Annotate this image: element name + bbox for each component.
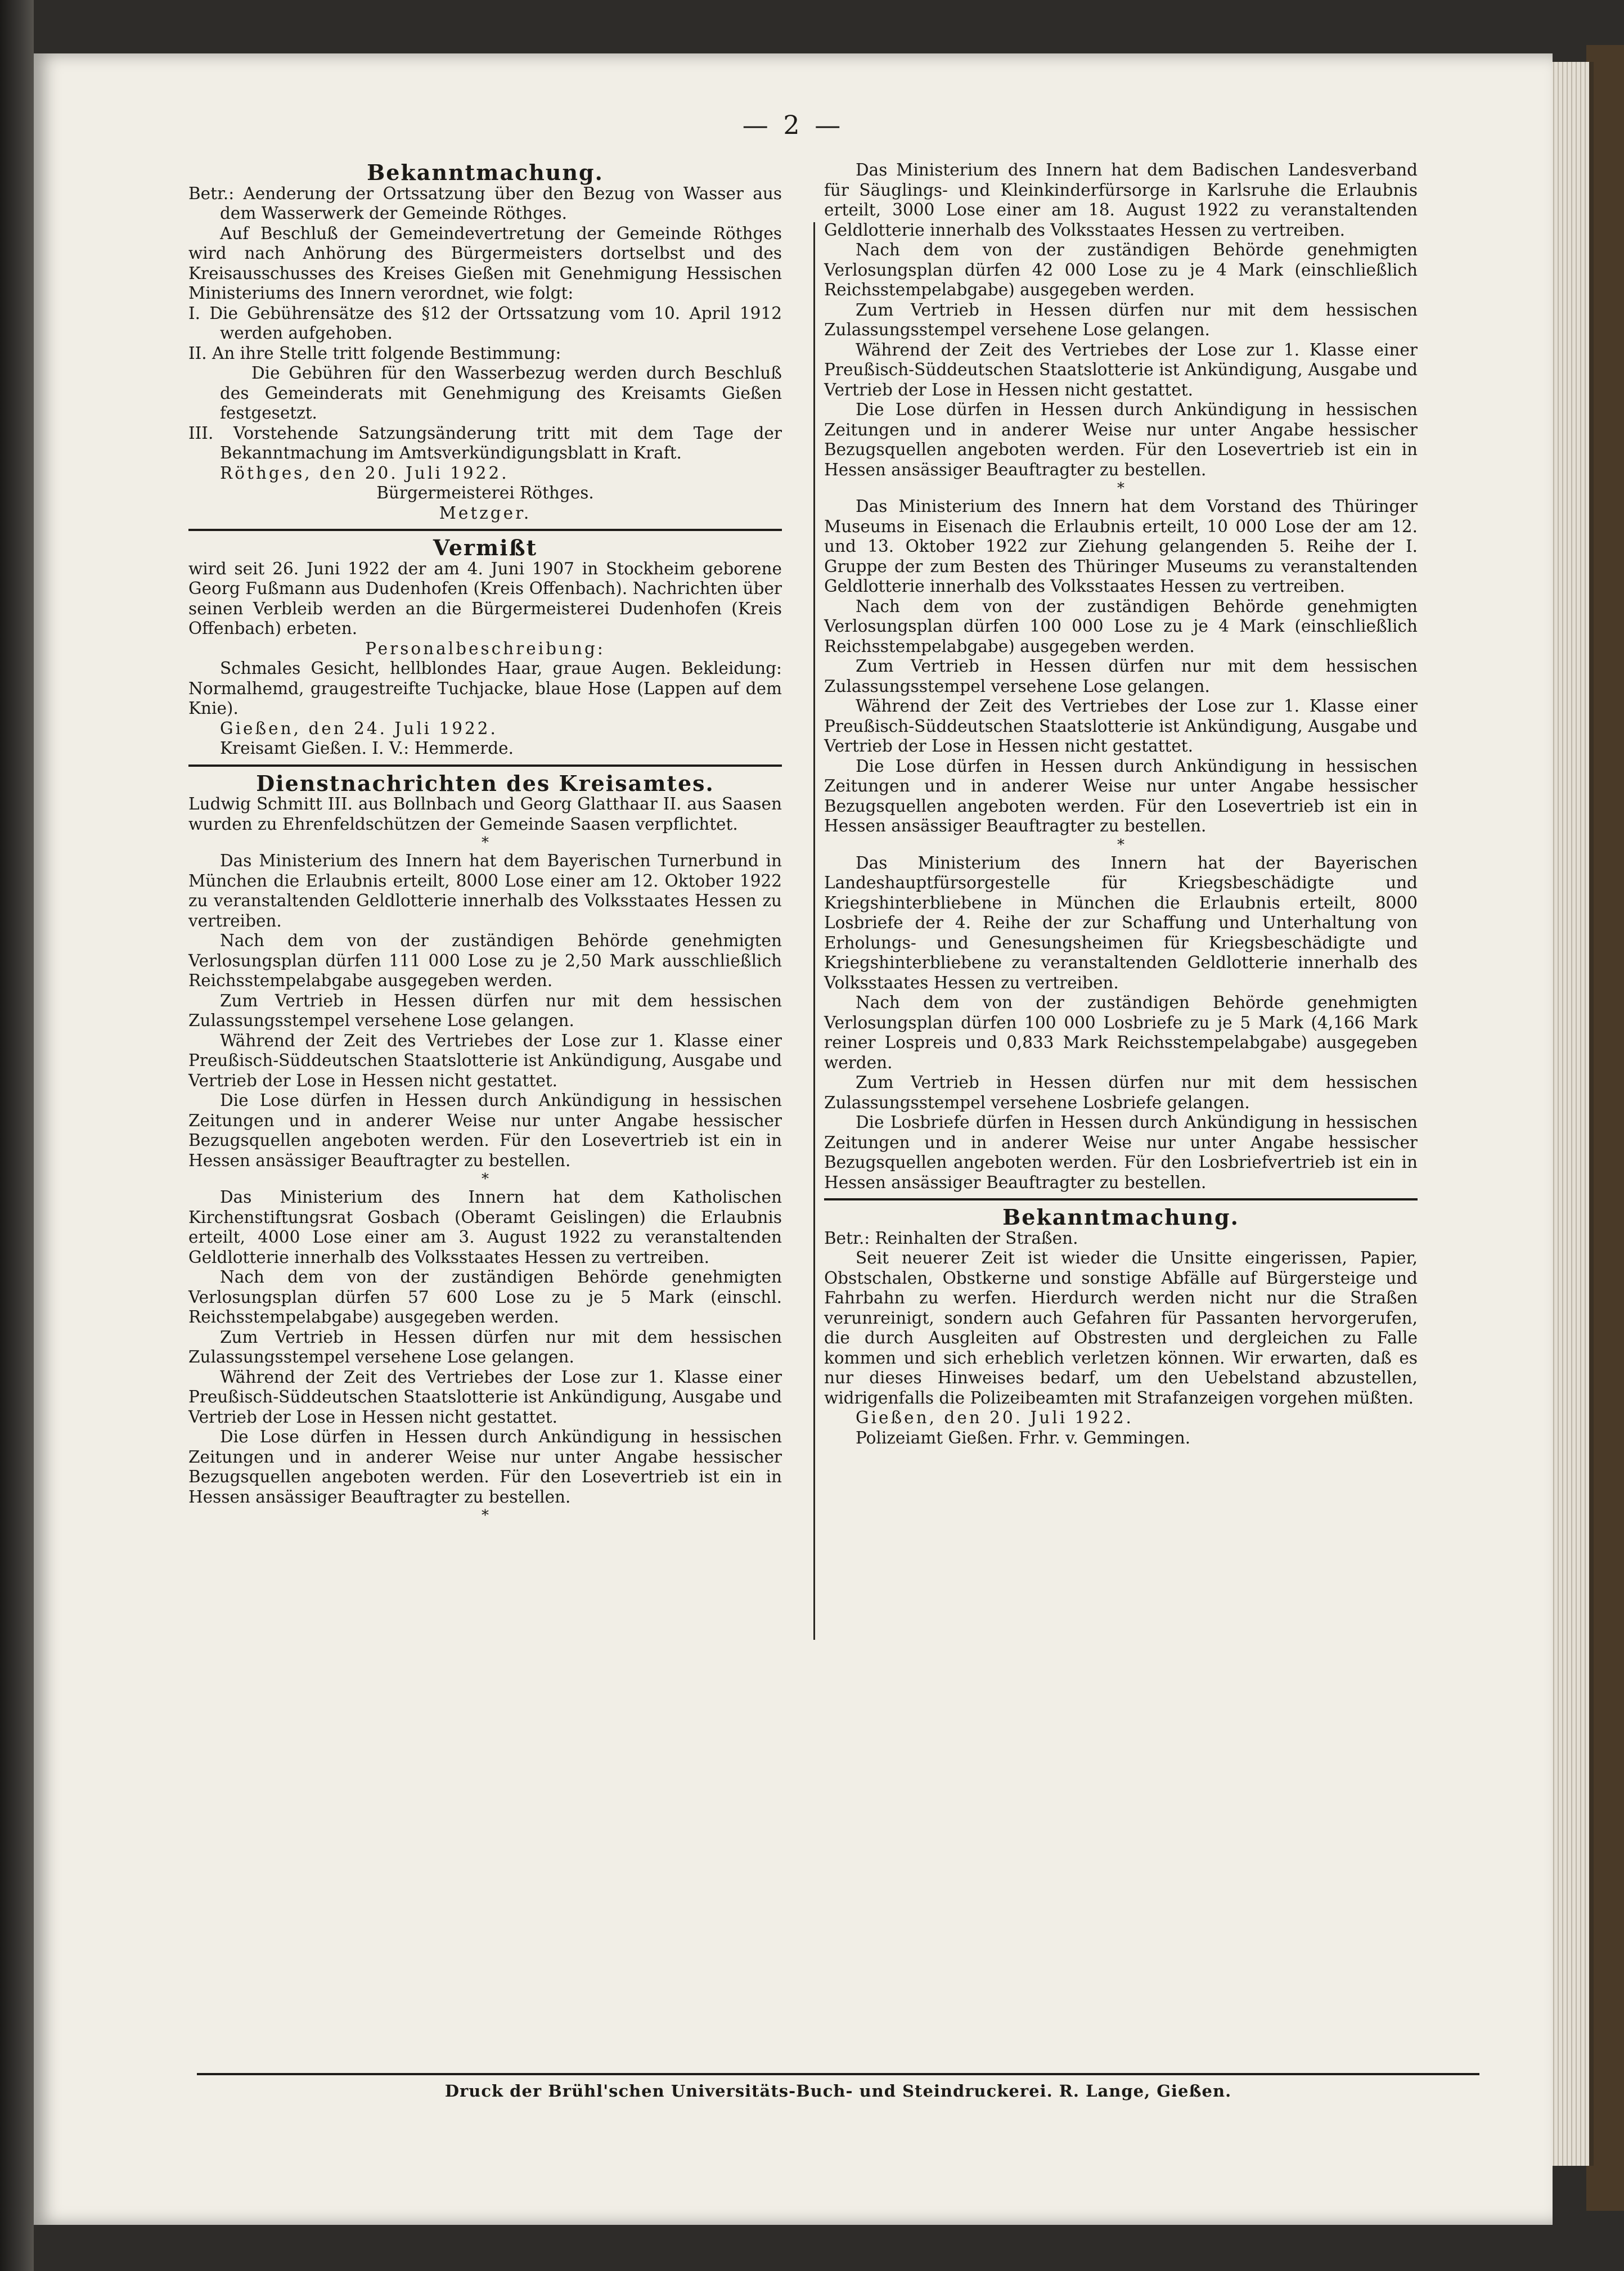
- section-rule: [188, 529, 782, 531]
- page-stack-edge: [1550, 62, 1594, 2166]
- notice-subtitle: Personalbeschreibung:: [365, 638, 605, 658]
- notice-paragraph: Während der Zeit des Vertriebes der Lose zur 1. Klasse einer Preußisch-Süddeutschen Staatslotterie ist Ankündigung, Ausgabe und Vertrieb der Lose in Hessen nicht gestattet.: [188, 1367, 782, 1427]
- footer-rule: [197, 2073, 1479, 2075]
- notice-paragraph: Nach dem von der zuständigen Behörde genehmigten Verlosungsplan dürfen 100 000 Lose zu je 4 Mark (einschließlich Reichsstempelabgabe) ausgegeben werden.: [824, 596, 1418, 656]
- notice-subject: Betr.: Aenderung der Ortssatzung über den Bezug von Wasser aus dem Wasserwerk der Gemeinde Röthges.: [188, 183, 782, 223]
- notice-title: Dienstnachrichten des Kreisamtes.: [256, 770, 714, 796]
- notice-paragraph: Nach dem von der zuständigen Behörde genehmigten Verlosungsplan dürfen 100 000 Losbriefe zu je 5 Mark (4,166 Mark reiner Lospreis und 0,833 Mark Reichsstempelabgabe) ausgegeben werden.: [824, 993, 1418, 1072]
- notice-paragraph: Das Ministerium des Innern hat dem Badischen Landesverband für Säuglings- und Kleinkinderfürsorge in Karlsruhe die Erlaubnis erteilt, 3000 Lose einer am 18. August 1922 zu veranstaltenden Geldlotterie innerhalb des Volksstaates Hessen zu vertreiben.: [824, 160, 1418, 240]
- notice-paragraph: Zum Vertrieb in Hessen dürfen nur mit dem hessischen Zulassungsstempel versehene Lose gelangen.: [824, 656, 1418, 696]
- notice-signer: Metzger.: [439, 503, 532, 523]
- notice-title: Bekanntmachung.: [367, 160, 604, 185]
- notice-dienstnachrichten: [188, 771, 782, 835]
- separator-star: *: [482, 1507, 489, 1524]
- notice-paragraph: Seit neuerer Zeit ist wieder die Unsitte eingerissen, Papier, Obstschalen, Obstkerne und sonstige Abfälle auf Bürgersteige und Fahrbahn zu werfen. Hierdurch werden nicht nur die Straßen verunreinigt, sondern auch Gefahren für Passanten hervorgerufen, die durch Ausgleiten auf Obstresten und dergleichen zu Falle kommen und sich erheblich verletzen können. Wir erwarten, daß es nur dieses Hinweises bedarf, um den Uebelstand abzustellen, widrigenfalls die Polizeibeamten mit Strafanzeigen vorgehen müßten.: [824, 1248, 1418, 1407]
- notice-paragraph: Während der Zeit des Vertriebes der Lose zur 1. Klasse einer Preußisch-Süddeutschen Staatslotterie ist Ankündigung, Ausgabe und Vertrieb der Lose in Hessen nicht gestattet.: [824, 696, 1418, 755]
- notice-thueringer-museum-lotterie: [824, 497, 1418, 837]
- notice-paragraph: Die Losbriefe dürfen in Hessen durch Ankündigung in hessischen Zeitungen und in anderer Weise nur unter Angabe hessischer Bezugsquellen angeboten werden. Für den Losbriefvertrieb ist ein in Hessen ansässiger Beauftragter zu bestellen.: [824, 1113, 1418, 1192]
- separator-star: *: [1117, 480, 1124, 497]
- right-column: [824, 160, 1418, 1448]
- notice-paragraph: Das Ministerium des Innern hat der Bayerischen Landeshauptfürsorgestelle für Kriegsbeschädigte und Kriegshinterbliebene in München die Erlaubnis erteilt, 8000 Losbriefe der 4. Reihe der zur Schaffung und Unterhaltung von Erholungs- und Genesungsheimen für Kriegsbeschädigte und Kriegshinterbliebene zu veranstaltenden Geldlotterie innerhalb des Volksstaates Hessen zu vertreiben.: [824, 853, 1418, 992]
- notice-paragraph: Das Ministerium des Innern hat dem Katholischen Kirchenstiftungsrat Gosbach (Oberamt Geislingen) die Erlaubnis erteilt, 4000 Lose einer am 3. August 1922 zu veranstaltenden Geldlotterie innerhalb des Volksstaates Hessen zu vertreiben.: [188, 1188, 782, 1267]
- notice-badischer-landesverband-lotterie: [824, 160, 1418, 480]
- notice-office: Bürgermeisterei Röthges.: [376, 483, 594, 502]
- notice-kriegsbeschaedigte-lotterie: [824, 853, 1418, 1193]
- notice-paragraph: Zum Vertrieb in Hessen dürfen nur mit dem hessischen Zulassungsstempel versehene Lose gelangen.: [188, 1327, 782, 1366]
- section-rule: [188, 765, 782, 767]
- notice-paragraph: Zum Vertrieb in Hessen dürfen nur mit dem hessischen Zulassungsstempel versehene Lose gelangen.: [188, 991, 782, 1030]
- notice-date: Röthges, den 20. Juli 1922.: [220, 463, 509, 483]
- notice-paragraph: Während der Zeit des Vertriebes der Lose zur 1. Klasse einer Preußisch-Süddeutschen Staatslotterie ist Ankündigung, Ausgabe und Vertrieb der Lose in Hessen nicht gestattet.: [188, 1031, 782, 1090]
- notice-paragraph: Zum Vertrieb in Hessen dürfen nur mit dem hessischen Zulassungsstempel versehene Losbriefe gelangen.: [824, 1073, 1418, 1112]
- notice-paragraph: Das Ministerium des Innern hat dem Vorstand des Thüringer Museums in Eisenach die Erlaubnis erteilt, 10 000 Lose der am 12. und 13. Oktober 1922 zur Ziehung gelangenden 5. Reihe der I. Gruppe der zum Besten des Thüringer Museums zu veranstaltenden Geldlotterie innerhalb des Volksstaates Hessen zu vertreiben.: [824, 497, 1418, 596]
- notice-paragraph: Nach dem von der zuständigen Behörde genehmigten Verlosungsplan dürfen 111 000 Lose zu je 2,50 Mark ausschließlich Reichsstempelabgabe ausgegeben werden.: [188, 931, 782, 990]
- separator-star: *: [482, 834, 489, 851]
- separator-star: *: [482, 1171, 489, 1188]
- notice-signer: Polizeiamt Gießen. Frhr. v. Gemmingen.: [856, 1428, 1191, 1447]
- notice-paragraph: Das Ministerium des Innern hat dem Bayerischen Turnerbund in München die Erlaubnis erteilt, 8000 Lose einer am 12. Oktober 1922 zu veranstaltenden Geldlotterie innerhalb des Volksstaates Hessen zu vertreiben.: [188, 851, 782, 930]
- notice-paragraph: Die Lose dürfen in Hessen durch Ankündigung in hessischen Zeitungen und in anderer Weise nur unter Angabe hessischer Bezugsquellen angeboten werden. Für den Losevertrieb ist ein in Hessen ansässiger Beauftragter zu bestellen.: [188, 1091, 782, 1170]
- notice-item: III. Vorstehende Satzungsänderung tritt mit dem Tage der Bekanntmachung im Amtsverkündigungsblatt in Kraft.: [188, 423, 782, 462]
- notice-paragraph: Nach dem von der zuständigen Behörde genehmigten Verlosungsplan dürfen 57 600 Lose zu je 5 Mark (einschl. Reichsstempelabgabe) ausgegeben werden.: [188, 1267, 782, 1326]
- notice-date: Gießen, den 24. Juli 1922.: [220, 718, 498, 738]
- notice-turnerbund-lotterie: [188, 851, 782, 1171]
- printer-imprint: Druck der Brühl'schen Universitäts-Buch- und Steindruckerei. R. Lange, Gießen.: [444, 2081, 1232, 2101]
- notice-paragraph: wird seit 26. Juni 1922 der am 4. Juni 1907 in Stockheim geborene Georg Fußmann aus Dudenhofen (Kreis Offenbach). Nachrichten über seinen Verbleib werden an die Bürgermeisterei Dudenhofen (Kreis Offenbach) erbeten.: [188, 559, 782, 638]
- notice-date: Gießen, den 20. Juli 1922.: [856, 1408, 1133, 1427]
- notice-paragraph: Auf Beschluß der Gemeindevertretung der Gemeinde Röthges wird nach Anhörung des Bürgermeisters dortselbst und des Kreisausschusses des Kreises Gießen mit Genehmigung Hessischen Ministeriums des Innern verordnet, wie folgt:: [188, 223, 782, 303]
- notice-vermisst: [188, 536, 782, 759]
- page-number: — 2 —: [742, 110, 844, 140]
- notice-title: Vermißt: [433, 535, 538, 560]
- separator-star: *: [1117, 836, 1124, 853]
- notice-paragraph: Die Lose dürfen in Hessen durch Ankündigung in hessischen Zeitungen und in anderer Weise nur unter Angabe hessischer Bezugsquellen angeboten werden. Für den Losevertrieb ist ein in Hessen ansässiger Beauftragter zu bestellen.: [824, 400, 1418, 479]
- notice-reinhalten-strassen: [824, 1205, 1418, 1448]
- notice-subject: Betr.: Reinhalten der Straßen.: [824, 1228, 1078, 1248]
- column-divider: [813, 222, 815, 1640]
- notice-paragraph: Während der Zeit des Vertriebes der Lose zur 1. Klasse einer Preußisch-Süddeutschen Staatslotterie ist Ankündigung, Ausgabe und Vertrieb der Lose in Hessen nicht gestattet.: [824, 340, 1418, 399]
- notice-item: II. An ihre Stelle tritt folgende Bestimmung:: [188, 343, 561, 363]
- notice-wasser-ortssatzung: [188, 160, 782, 523]
- notice-item-text: Die Gebühren für den Wasserbezug werden durch Beschluß des Gemeinderats mit Genehmigung des Kreisamts Gießen festgesetzt.: [220, 363, 782, 422]
- notice-paragraph: Schmales Gesicht, hellblondes Haar, graue Augen. Bekleidung: Normalhemd, graugestreifte Tuchjacke, blaue Hose (Lappen auf dem Knie).: [188, 659, 782, 718]
- newspaper-page: [34, 53, 1553, 2225]
- notice-paragraph: Nach dem von der zuständigen Behörde genehmigten Verlosungsplan dürfen 42 000 Lose zu je 4 Mark (einschließlich Reichsstempelabgabe) ausgegeben werden.: [824, 240, 1418, 299]
- notice-signer: Kreisamt Gießen. I. V.: Hemmerde.: [220, 739, 514, 758]
- notice-paragraph: Ludwig Schmitt III. aus Bollnbach und Georg Glatthaar II. aus Saasen wurden zu Ehrenfeldschützen der Gemeinde Saasen verpflichtet.: [188, 794, 782, 834]
- section-rule: [824, 1198, 1418, 1200]
- notice-item: I. Die Gebührensätze des §12 der Ortssatzung vom 10. April 1912 werden aufgehoben.: [188, 303, 782, 343]
- notice-paragraph: Die Lose dürfen in Hessen durch Ankündigung in hessischen Zeitungen und in anderer Weise nur unter Angabe hessischer Bezugsquellen angeboten werden. Für den Losevertrieb ist ein in Hessen ansässiger Beauftragter zu bestellen.: [824, 756, 1418, 835]
- notice-kirchenstiftungsrat-lotterie: [188, 1188, 782, 1507]
- notice-paragraph: Die Lose dürfen in Hessen durch Ankündigung in hessischen Zeitungen und in anderer Weise nur unter Angabe hessischer Bezugsquellen angeboten werden. Für den Losevertrieb ist ein in Hessen ansässiger Beauftragter zu bestellen.: [188, 1427, 782, 1506]
- notice-paragraph: Zum Vertrieb in Hessen dürfen nur mit dem hessischen Zulassungsstempel versehene Lose gelangen.: [824, 300, 1418, 339]
- left-column: [188, 160, 782, 1524]
- notice-title: Bekanntmachung.: [1002, 1204, 1239, 1230]
- book-binding: [0, 0, 34, 2271]
